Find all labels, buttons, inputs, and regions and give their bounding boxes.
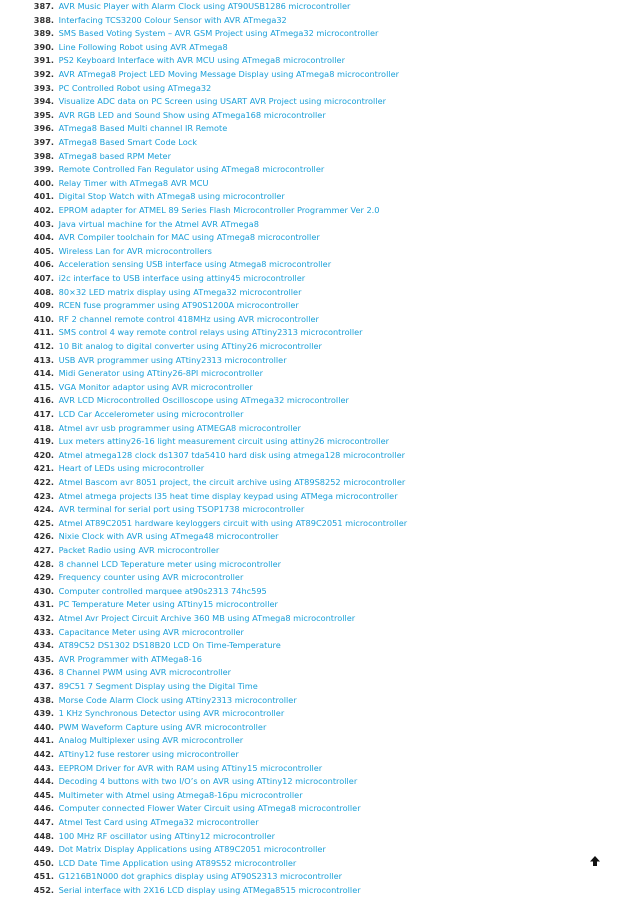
list-item <box>0 245 638 259</box>
list-item <box>0 694 638 708</box>
list-item-number: 426. <box>33 531 54 542</box>
project-link[interactable]: RF 2 channel remote control 418MHz using AVR microcontroller <box>58 313 319 324</box>
list-item-number: 439. <box>33 708 54 719</box>
project-link[interactable]: 8 channel LCD Teperature meter using microcontroller <box>58 558 282 569</box>
project-link[interactable]: AT89C52 DS1302 DS18B20 LCD On Time-Temperature <box>58 640 281 651</box>
list-item <box>0 734 638 748</box>
list-item-number: 431. <box>33 599 54 610</box>
project-link[interactable]: LCD Car Accelerometer using microcontroller <box>58 409 244 419</box>
list-item-number: 446. <box>33 803 54 814</box>
list-item-number: 421. <box>33 463 54 474</box>
list-item <box>0 231 638 245</box>
list-item <box>0 95 638 109</box>
list-item <box>0 190 638 204</box>
list-item <box>0 870 638 884</box>
list-item <box>0 340 638 354</box>
project-link[interactable]: Analog Multiplexer using AVR microcontroller <box>58 735 244 746</box>
list-item <box>0 54 638 68</box>
project-link[interactable]: VGA Monitor adaptor using AVR microcontroller <box>58 381 253 392</box>
list-item <box>0 27 638 41</box>
project-link[interactable]: Atmel avr usb programmer using ATMEGA8 microcontroller <box>58 422 301 433</box>
list-item-number: 404. <box>33 232 54 243</box>
project-link[interactable]: Relay Timer with ATmega8 AVR MCU <box>58 177 209 188</box>
list-item <box>0 626 638 640</box>
list-item <box>0 666 638 680</box>
list-item <box>0 272 638 286</box>
list-item-number: 413. <box>33 354 54 365</box>
project-link[interactable]: Java virtual machine for the Atmel AVR ATmega8 <box>58 218 259 229</box>
list-item <box>0 558 638 572</box>
project-link[interactable]: Atmel Avr Project Circuit Archive 360 MB using ATmega8 microcontroller <box>58 613 356 623</box>
project-link[interactable]: 8 Channel PWM using AVR microcontroller <box>58 667 232 678</box>
list-item-number: 394. <box>33 96 54 107</box>
list-item-number: 418. <box>33 422 54 433</box>
project-link[interactable]: ATmega8 Based Smart Code Lock <box>58 137 197 147</box>
list-item-number: 419. <box>33 436 54 447</box>
list-item <box>0 326 638 340</box>
project-link[interactable]: SMS control 4 way remote control relays using ATtiny2313 microcontroller <box>58 327 363 338</box>
list-item-number: 412. <box>33 341 54 351</box>
list-item-number: 403. <box>33 218 54 229</box>
project-link[interactable]: Interfacing TCS3200 Colour Sensor with AVR ATmega32 <box>58 14 287 25</box>
project-link[interactable]: Line Following Robot using AVR ATmega8 <box>58 41 228 52</box>
list-item-number: 444. <box>33 776 54 787</box>
list-item <box>0 177 638 191</box>
list-item-number: 393. <box>33 82 54 93</box>
list-item <box>0 14 638 28</box>
list-item <box>0 381 638 395</box>
list-item <box>0 136 638 150</box>
list-item <box>0 150 638 164</box>
project-link[interactable]: ATmega8 Based Multi channel IR Remote <box>58 123 228 134</box>
list-item-number: 389. <box>33 28 54 39</box>
list-item-number: 414. <box>33 368 54 379</box>
list-item <box>0 68 638 82</box>
project-link[interactable]: EPROM adapter for ATMEL 89 Series Flash Microcontroller Programmer Ver 2.0 <box>58 205 380 215</box>
list-item-number: 434. <box>33 640 54 651</box>
list-item-number: 390. <box>33 41 54 52</box>
list-item-number: 415. <box>33 381 54 392</box>
list-item-number: 451. <box>33 871 54 882</box>
list-item-number: 449. <box>33 844 54 855</box>
list-item-number: 450. <box>33 857 54 868</box>
list-item <box>0 680 638 694</box>
project-link[interactable]: 100 MHz RF oscillator using ATtiny12 microcontroller <box>58 830 275 841</box>
list-item-number: 401. <box>33 191 54 202</box>
project-link[interactable]: AVR terminal for serial port using TSOP1738 microcontroller <box>58 504 305 515</box>
project-link[interactable]: USB AVR programmer using ATtiny2313 microcontroller <box>58 354 287 365</box>
project-link[interactable]: SMS Based Voting System – AVR GSM Project using ATmega32 microcontroller <box>58 28 379 39</box>
list-item <box>0 408 638 422</box>
project-link[interactable]: Packet Radio using AVR microcontroller <box>58 545 220 555</box>
list-item <box>0 598 638 612</box>
project-link[interactable]: 80×32 LED matrix display using ATmega32 microcontroller <box>58 286 302 297</box>
list-item <box>0 517 638 531</box>
project-link[interactable]: LCD Date Time Application using AT89S52 microcontroller <box>58 857 297 868</box>
list-item-number: 447. <box>33 817 54 827</box>
project-link[interactable]: i2c interface to USB interface using attiny45 microcontroller <box>58 273 306 283</box>
project-link[interactable]: 1 KHz Synchronous Detector using AVR microcontroller <box>58 708 285 719</box>
list-item-number: 398. <box>33 150 54 161</box>
project-link[interactable]: Nixie Clock with AVR using ATmega48 microcontroller <box>58 531 279 542</box>
list-item-number: 433. <box>33 626 54 637</box>
list-item <box>0 884 638 898</box>
list-item-number: 396. <box>33 123 54 134</box>
list-item-number: 441. <box>33 735 54 746</box>
list-item-number: 445. <box>33 789 54 800</box>
list-item <box>0 490 638 504</box>
list-item <box>0 204 638 218</box>
project-link[interactable]: Atmel atmega projects l35 heat time display keypad using ATMega microcontroller <box>58 490 398 501</box>
list-item <box>0 830 638 844</box>
list-item <box>0 476 638 490</box>
list-item <box>0 41 638 55</box>
project-link[interactable]: Visualize ADC data on PC Screen using USART AVR Project using microcontroller <box>58 96 387 107</box>
list-item-number: 423. <box>33 490 54 501</box>
list-item-number: 408. <box>33 286 54 297</box>
project-link[interactable]: Serial interface with 2X16 LCD display using ATMega8515 microcontroller <box>58 885 361 895</box>
list-item-number: 406. <box>33 259 54 270</box>
project-link[interactable]: Heart of LEDs using microcontroller <box>58 463 205 474</box>
list-item <box>0 313 638 327</box>
list-item-number: 391. <box>33 55 54 66</box>
project-link[interactable]: Wireless Lan for AVR microcontrollers <box>58 245 212 256</box>
list-item <box>0 721 638 735</box>
list-item <box>0 789 638 803</box>
project-link[interactable]: AVR Programmer with ATMega8-16 <box>58 653 202 664</box>
list-item <box>0 503 638 517</box>
list-item <box>0 544 638 558</box>
project-link[interactable]: AVR Compiler toolchain for MAC using ATmega8 microcontroller <box>58 232 320 243</box>
list-item-number: 435. <box>33 653 54 664</box>
list-item-number: 443. <box>33 762 54 773</box>
list-item <box>0 802 638 816</box>
list-item <box>0 422 638 436</box>
project-link[interactable]: ATtiny12 fuse restorer using microcontroller <box>58 749 239 759</box>
list-item-number: 432. <box>33 613 54 623</box>
list-item <box>0 218 638 232</box>
list-item-number: 427. <box>33 545 54 555</box>
list-item-number: 452. <box>33 885 54 895</box>
list-item-number: 407. <box>33 273 54 283</box>
list-item <box>0 843 638 857</box>
project-link[interactable]: Atmel Test Card using ATmega32 microcontroller <box>58 817 259 827</box>
project-link[interactable]: Computer controlled marquee at90s2313 74hc595 <box>58 585 267 596</box>
project-link[interactable]: PS2 Keyboard Interface with AVR MCU using ATmega8 microcontroller <box>58 55 345 66</box>
list-item-number: 448. <box>33 830 54 841</box>
list-item <box>0 394 638 408</box>
project-link[interactable]: G1216B1N000 dot graphics display using AT90S2313 microcontroller <box>58 871 343 882</box>
project-link[interactable]: Digital Stop Watch with ATmega8 using microcontroller <box>58 191 285 202</box>
project-link[interactable]: ATmega8 based RPM Meter <box>58 150 171 161</box>
list-item-number: 430. <box>33 585 54 596</box>
list-item <box>0 585 638 599</box>
list-item <box>0 286 638 300</box>
list-item <box>0 258 638 272</box>
list-item <box>0 639 638 653</box>
project-link[interactable]: AVR LCD Microcontrolled Oscilloscope using ATmega32 microcontroller <box>58 395 349 406</box>
project-link[interactable]: Frequency counter using AVR microcontroller <box>58 572 244 583</box>
project-link[interactable]: AVR RGB LED and Sound Show using ATmega168 microcontroller <box>58 109 326 120</box>
list-item-number: 397. <box>33 137 54 147</box>
project-link[interactable]: PC Temperature Meter using ATtiny15 microcontroller <box>58 599 278 610</box>
list-item-number: 442. <box>33 749 54 759</box>
list-item <box>0 530 638 544</box>
list-item-number: 405. <box>33 245 54 256</box>
list-item-number: 409. <box>33 300 54 311</box>
list-item-number: 429. <box>33 572 54 583</box>
list-item-number: 425. <box>33 517 54 528</box>
project-link[interactable]: Computer connected Flower Water Circuit using ATmega8 microcontroller <box>58 803 361 814</box>
list-item <box>0 707 638 721</box>
project-link[interactable]: Acceleration sensing USB interface using Atmega8 microcontroller <box>58 259 332 270</box>
list-item-number: 424. <box>33 504 54 515</box>
list-item <box>0 748 638 762</box>
list-item <box>0 109 638 123</box>
project-link[interactable]: Multimeter with Atmel using Atmega8-16pu microcontroller <box>58 789 303 800</box>
list-item-number: 395. <box>33 109 54 120</box>
list-item-number: 420. <box>33 449 54 460</box>
list-item-number: 399. <box>33 164 54 175</box>
list-item-number: 428. <box>33 558 54 569</box>
list-item <box>0 612 638 626</box>
project-link[interactable]: Lux meters attiny26-16 light measurement circuit using attiny26 microcontroller <box>58 436 390 447</box>
list-item <box>0 571 638 585</box>
project-link[interactable]: Atmel atmega128 clock ds1307 tda5410 hard disk using atmega128 microcontroller <box>58 449 405 460</box>
list-item-number: 437. <box>33 681 54 691</box>
list-item-number: 422. <box>33 477 54 487</box>
list-item-number: 387. <box>33 1 54 11</box>
list-item-number: 416. <box>33 395 54 406</box>
project-link[interactable]: AVR Music Player with Alarm Clock using AT90USB1286 microcontroller <box>58 1 351 11</box>
list-item <box>0 163 638 177</box>
project-link[interactable]: Dot Matrix Display Applications using AT89C2051 microcontroller <box>58 844 326 855</box>
project-link[interactable]: PWM Waveform Capture using AVR microcontroller <box>58 721 267 732</box>
list-item <box>0 0 638 14</box>
list-item <box>0 462 638 476</box>
project-link[interactable]: Decoding 4 buttons with two I/O’s on AVR using ATtiny12 microcontroller <box>58 776 358 787</box>
list-item <box>0 857 638 871</box>
list-item-number: 440. <box>33 721 54 732</box>
project-link[interactable]: Remote Controlled Fan Regulator using ATmega8 microcontroller <box>58 164 325 175</box>
list-item <box>0 775 638 789</box>
list-item <box>0 354 638 368</box>
list-item-number: 392. <box>33 69 54 79</box>
list-item <box>0 367 638 381</box>
list-item-number: 438. <box>33 694 54 705</box>
list-item-number: 402. <box>33 205 54 215</box>
list-item-number: 417. <box>33 409 54 419</box>
list-item <box>0 762 638 776</box>
project-link[interactable]: PC Controlled Robot using ATmega32 <box>58 82 212 93</box>
project-link[interactable]: 10 Bit analog to digital converter using ATtiny26 microcontroller <box>58 341 322 351</box>
project-link[interactable]: Atmel Bascom avr 8051 project, the circuit archive using AT89S8252 microcontroller <box>58 477 406 487</box>
project-link[interactable]: Capacitance Meter using AVR microcontroller <box>58 626 244 637</box>
project-link[interactable]: EEPROM Driver for AVR with RAM using ATtiny15 microcontroller <box>58 762 323 773</box>
list-item-number: 400. <box>33 177 54 188</box>
list-item-number: 388. <box>33 14 54 25</box>
project-link[interactable]: Midi Generator using ATtiny26-8PI microcontroller <box>58 368 263 379</box>
project-link[interactable]: 89C51 7 Segment Display using the Digital Time <box>58 681 258 691</box>
list-item <box>0 653 638 667</box>
project-link[interactable]: RCEN fuse programmer using AT90S1200A microcontroller <box>58 300 299 311</box>
list-item <box>0 82 638 96</box>
list-item <box>0 449 638 463</box>
list-item-number: 411. <box>33 327 54 338</box>
project-link[interactable]: Morse Code Alarm Clock using ATtiny2313 microcontroller <box>58 694 297 705</box>
list-item <box>0 122 638 136</box>
arrow-up-icon <box>589 855 601 867</box>
list-item <box>0 816 638 830</box>
project-link[interactable]: AVR ATmega8 Project LED Moving Message Display using ATmega8 microcontroller <box>58 69 400 79</box>
scroll-to-top-button[interactable] <box>589 852 601 864</box>
list-item <box>0 299 638 313</box>
project-link[interactable]: Atmel AT89C2051 hardware keyloggers circuit with using AT89C2051 microcontroller <box>58 517 408 528</box>
list-item-number: 410. <box>33 313 54 324</box>
list-item <box>0 435 638 449</box>
list-item-number: 436. <box>33 667 54 678</box>
